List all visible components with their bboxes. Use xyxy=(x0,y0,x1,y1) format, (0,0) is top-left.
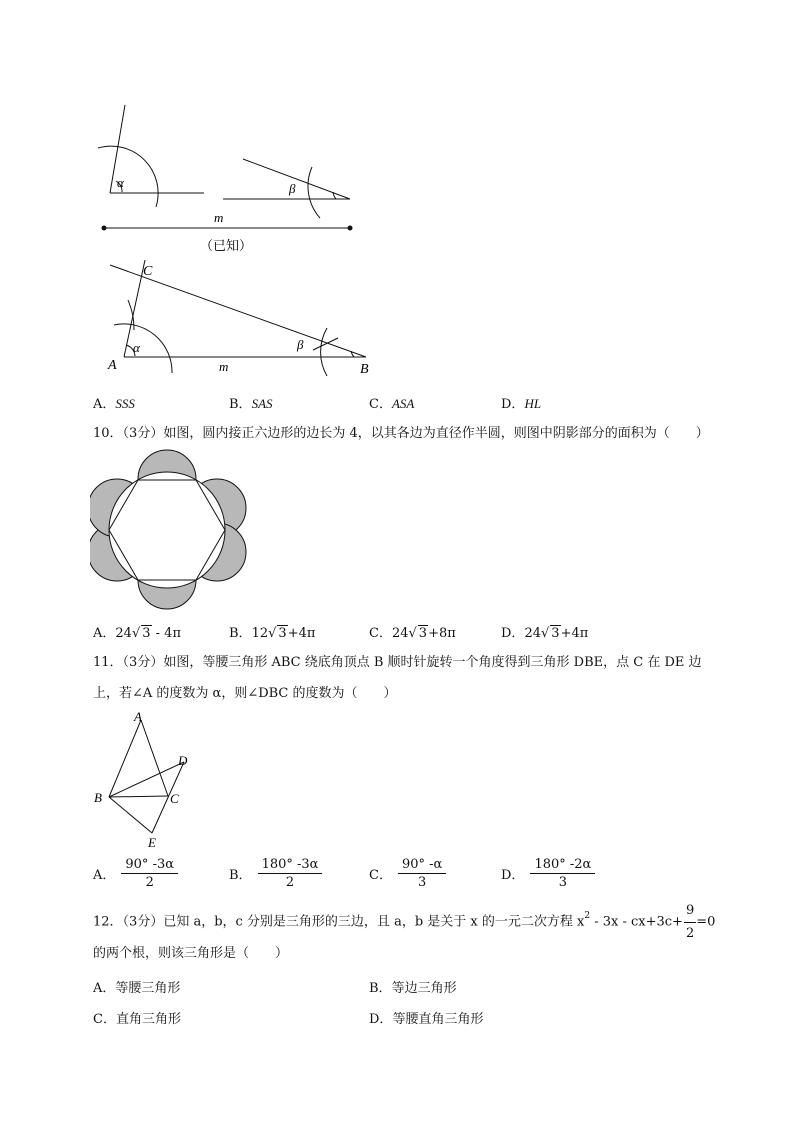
option-text: 直角三角形 xyxy=(115,1012,181,1027)
option-letter: D． xyxy=(501,397,525,412)
q12-stem-line1 xyxy=(93,901,715,944)
semicircle-upper-right xyxy=(188,479,246,537)
semicircle-lower-right xyxy=(188,523,246,581)
numerator: 90° -α xyxy=(398,857,446,874)
point-c-label: C xyxy=(170,791,179,806)
option-text: 等腰三角形 xyxy=(115,981,181,996)
option-text: 等腰直角三角形 xyxy=(392,1012,484,1027)
triangle-alpha-label: α xyxy=(133,340,140,355)
option-tail: +4π xyxy=(287,626,316,641)
point-b-label: B xyxy=(360,362,369,377)
denominator: 3 xyxy=(417,875,427,890)
fraction xyxy=(258,857,323,890)
segment-ab xyxy=(109,720,141,797)
point-a-label: A xyxy=(134,709,142,724)
triangle-m-label: m xyxy=(219,359,229,374)
denominator: 2 xyxy=(145,875,154,890)
option-letter: C． xyxy=(369,397,392,412)
option-coefficient: 24 xyxy=(115,626,132,641)
q10-option-c[interactable] xyxy=(369,622,456,641)
segment-de xyxy=(152,762,184,833)
option-text: HL xyxy=(524,396,542,411)
q12-stem-line2: 的两个根，则该三角形是（ ） xyxy=(93,946,289,961)
regular-hexagon xyxy=(109,480,225,580)
segment-be xyxy=(109,797,152,833)
option-letter: A． xyxy=(93,397,116,412)
option-text: SSS xyxy=(115,396,135,411)
sqrt-sign: √ 3 xyxy=(131,626,151,641)
option-tail: - 4π xyxy=(151,626,181,641)
alpha-label: α xyxy=(117,175,124,190)
q12-option-d[interactable] xyxy=(369,1008,483,1027)
q9-option-c[interactable] xyxy=(369,393,414,412)
triangle-arc-a xyxy=(114,324,172,373)
q11-option-b[interactable] xyxy=(229,857,322,890)
figure-q11-rotated-triangle xyxy=(88,706,218,856)
q12-option-a[interactable] xyxy=(93,977,180,996)
point-d-label: D xyxy=(178,753,188,768)
q9-option-b[interactable] xyxy=(229,393,273,412)
beta-ray-upper xyxy=(243,159,350,199)
q12-option-b[interactable] xyxy=(369,977,457,996)
option-letter: C． xyxy=(93,1012,116,1027)
q11-option-c[interactable] xyxy=(369,857,446,890)
option-coefficient: 24 xyxy=(391,626,409,641)
semicircle-top xyxy=(138,450,196,508)
denominator: 3 xyxy=(558,875,568,890)
option-text: ASA xyxy=(391,396,415,411)
option-text: SAS xyxy=(251,396,273,411)
fraction xyxy=(121,857,178,890)
option-letter: A． xyxy=(93,868,116,883)
q12-stem-mid: - 3x - cx+3c+ xyxy=(590,914,683,930)
triangle-arc-b xyxy=(321,328,327,376)
semicircle-upper-left xyxy=(90,479,146,537)
q11-stem-line2: 上，若∠A 的度数为 α，则∠DBC 的度数为（ ） xyxy=(93,686,397,701)
q10-stem: 10．（3分）如图，圆内接正六边形的边长为 4，以其各边为直径作半圆，则图中阴影部分的面积为（ ） xyxy=(93,426,709,441)
option-letter: C． xyxy=(369,868,392,883)
beta-large-arc xyxy=(308,167,320,218)
option-letter: C． xyxy=(369,626,392,641)
option-letter: A． xyxy=(93,981,116,996)
q12-fraction xyxy=(684,901,696,944)
sqrt-sign: √ 3 xyxy=(408,626,428,641)
point-a-label: A xyxy=(108,358,117,373)
option-letter: D． xyxy=(501,868,525,883)
option-tail: +8π xyxy=(428,626,456,641)
triangle-beta-label: β xyxy=(297,337,304,352)
option-letter: B． xyxy=(229,626,252,641)
sqrt-sign: √ 3 xyxy=(540,626,560,641)
q11-stem-line1: 11．（3分）如图，等腰三角形 ABC 绕底角顶点 B 顺时针旋转一个角度得到三角形 DBE，点 C 在 DE 边 xyxy=(93,655,702,670)
q12-exponent: 2 xyxy=(584,911,591,921)
numerator: 90° -3α xyxy=(121,857,178,874)
q9-option-d[interactable] xyxy=(501,393,541,412)
option-letter: B． xyxy=(369,981,392,996)
point-c-label: C xyxy=(143,264,153,279)
option-coefficient: 24 xyxy=(524,626,541,641)
q10-option-b[interactable] xyxy=(229,622,315,641)
q9-option-a[interactable] xyxy=(93,393,135,412)
segment-bc xyxy=(109,796,168,797)
radicand: 3 xyxy=(551,626,560,641)
numerator: 180° -2α xyxy=(530,857,595,874)
option-tail: +4π xyxy=(560,626,589,641)
fraction xyxy=(398,857,446,890)
segment-m-label: m xyxy=(214,210,224,225)
q10-option-a[interactable] xyxy=(93,622,181,641)
option-letter: A． xyxy=(93,626,116,641)
denominator: 2 xyxy=(685,926,695,941)
alpha-large-arc xyxy=(98,146,158,207)
q11-option-a[interactable] xyxy=(93,857,178,890)
option-text: 等边三角形 xyxy=(391,981,457,996)
sqrt-sign: √ 3 xyxy=(268,626,287,641)
option-letter: D． xyxy=(501,626,525,641)
q12-stem-post: =0 xyxy=(696,914,716,930)
q12-option-c[interactable] xyxy=(93,1008,181,1027)
semicircle-lower-left xyxy=(90,523,146,581)
option-letter: B． xyxy=(229,397,252,412)
q11-option-d[interactable] xyxy=(501,857,595,890)
point-b-label: B xyxy=(94,790,102,805)
denominator: 2 xyxy=(285,875,295,890)
figure-q10-hexagon-semicircles xyxy=(90,448,250,613)
point-e-label: E xyxy=(148,835,156,850)
radicand: 3 xyxy=(142,626,151,641)
segment-ac xyxy=(141,720,168,796)
figure-q9-construction xyxy=(0,0,794,390)
radicand: 3 xyxy=(418,626,428,641)
option-letter: B． xyxy=(229,868,252,883)
segment-m-left-endpoint xyxy=(102,226,107,231)
known-label: （已知） xyxy=(200,238,253,253)
numerator: 9 xyxy=(684,901,696,923)
q12-stem-pre: 12．（3分）已知 a，b，c 分别是三角形的三边，且 a，b 是关于 x 的一元二次方程 x xyxy=(93,914,585,930)
circumcircle xyxy=(109,472,225,588)
radicand: 3 xyxy=(278,626,287,641)
option-coefficient: 12 xyxy=(251,626,269,641)
q10-option-d[interactable] xyxy=(501,622,588,641)
numerator: 180° -3α xyxy=(258,857,323,874)
option-letter: D． xyxy=(369,1012,393,1027)
beta-label: β xyxy=(289,181,296,196)
segment-m-right-endpoint xyxy=(348,226,353,231)
fraction xyxy=(530,857,595,890)
